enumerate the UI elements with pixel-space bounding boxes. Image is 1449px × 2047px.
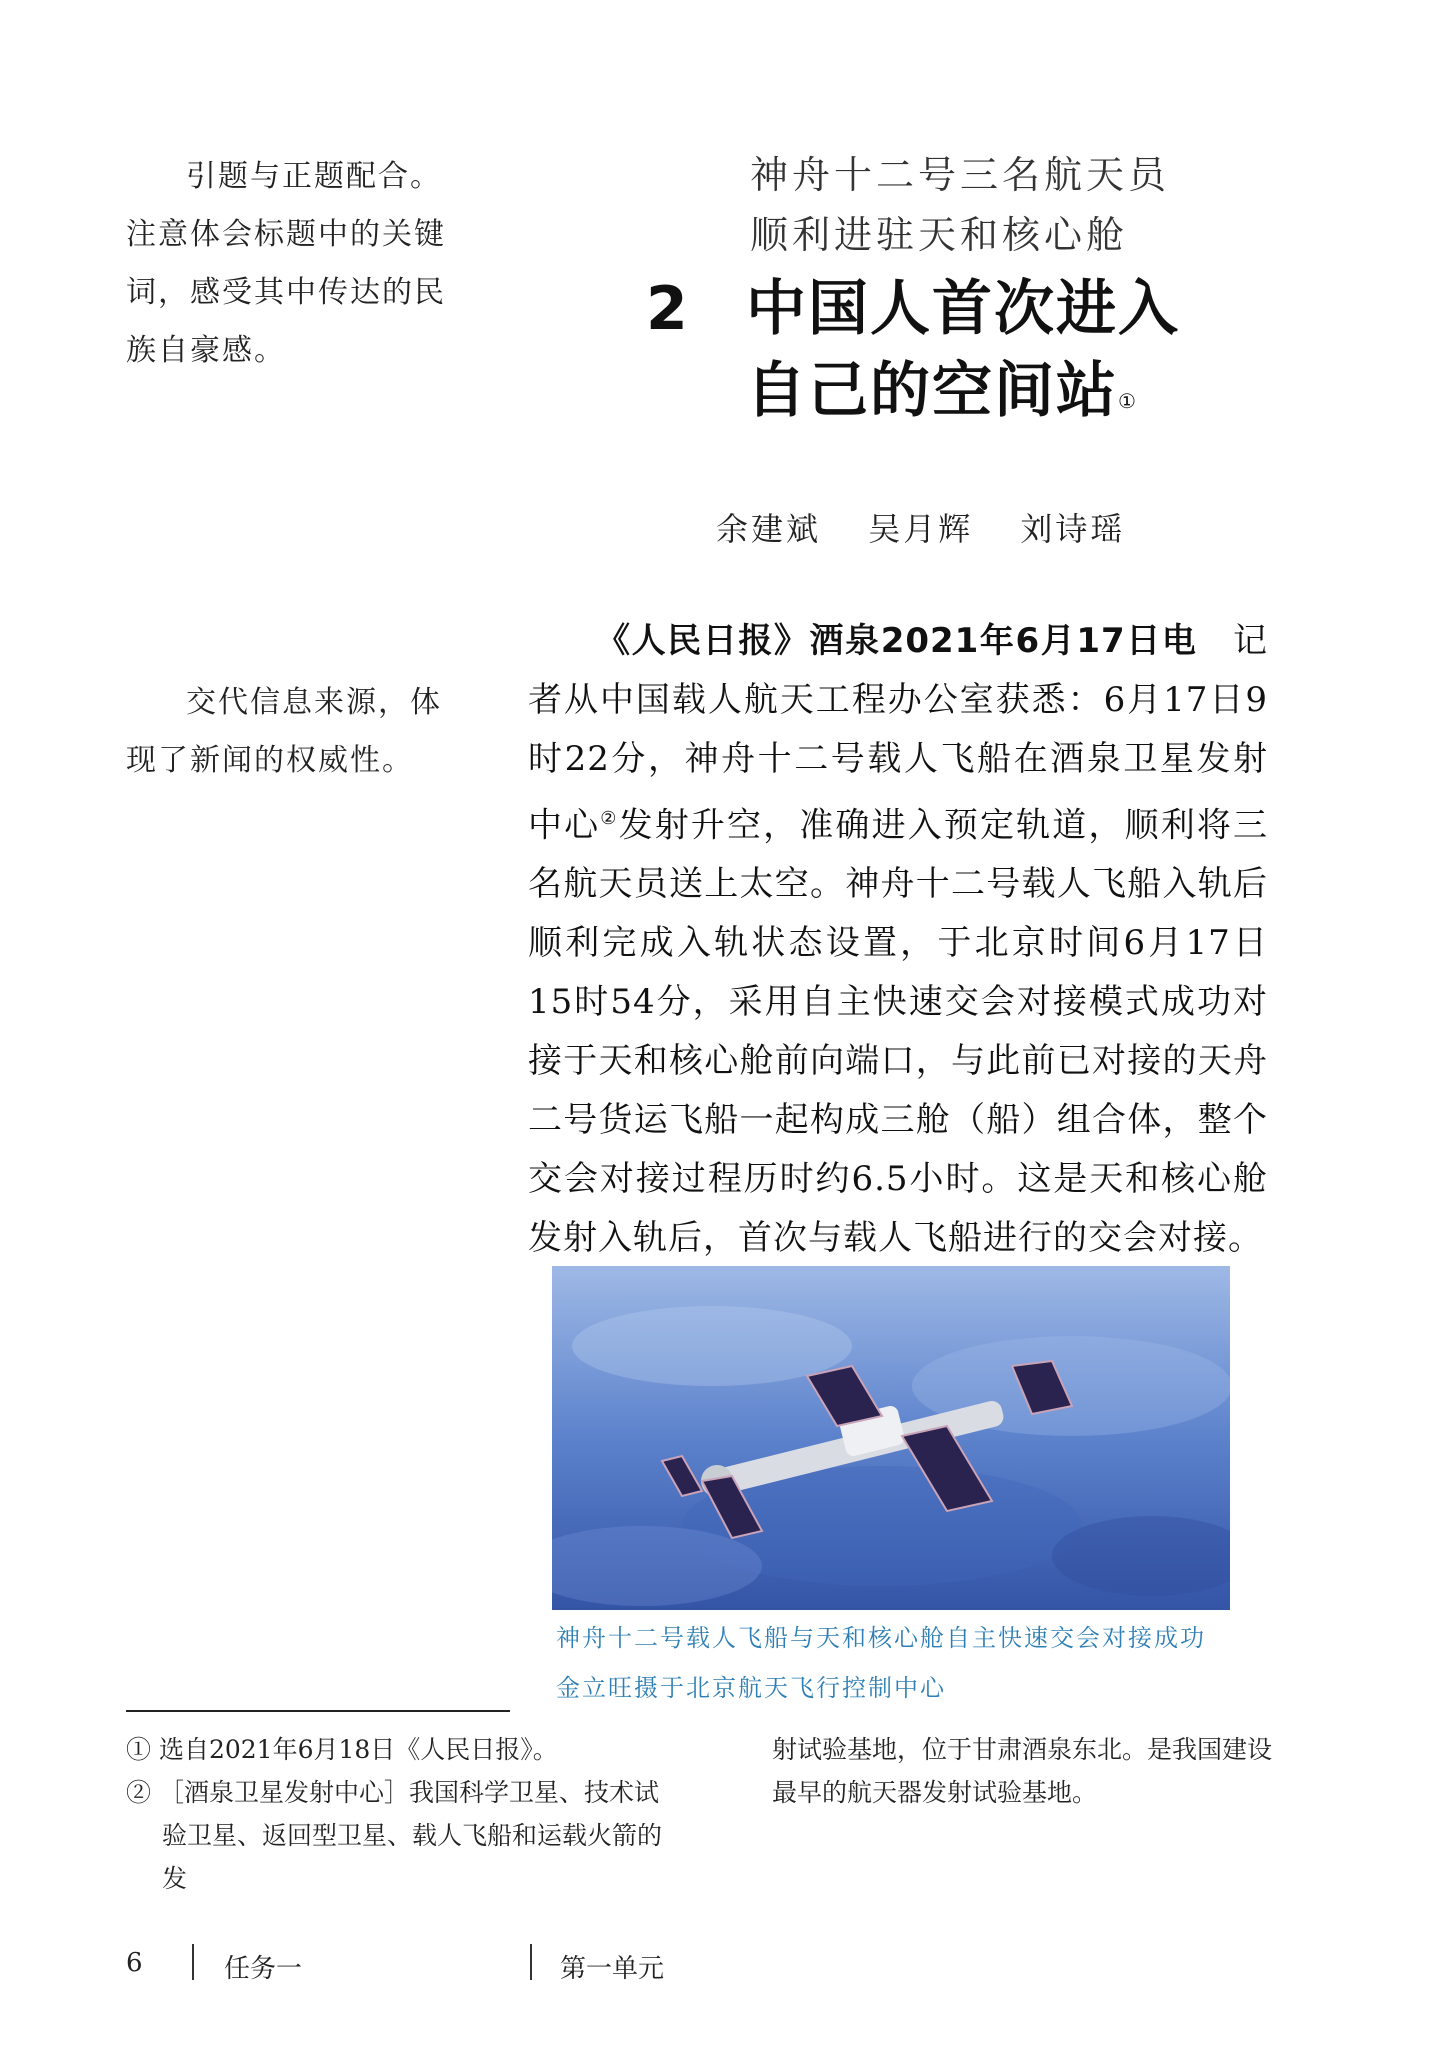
footnote-2-continued: 射试验基地，位于甘肃酒泉东北。是我国建设最早的航天器发射试验基地。 [772,1735,1273,1807]
footnote-2: ② ［酒泉卫星发射中心］我国科学卫星、技术试验卫星、返回型卫星、载人飞船和运载火箭的发 [126,1778,663,1893]
lesson-number: 2 [646,274,690,344]
title-line-2: 自己的空间站 [746,356,1118,426]
page-title [746,268,1306,432]
article-body [528,612,1268,1268]
space-station-illustration [552,1266,1230,1610]
margin-note-2 [126,674,446,790]
body-part-1: 记者从中国载人航天工程办公室获悉：6月17日9时22分，神舟十二号载人飞船在酒泉卫星发射中心 [528,621,1268,846]
footnote-1: ① 选自2021年6月18日《人民日报》。 [126,1735,558,1764]
footer-unit: 第一单元 [560,1954,665,1984]
title-line-1: 中国人首次进入 [746,274,1180,344]
photo-caption [556,1613,1276,1713]
subtitle-line-2: 顺利进驻天和核心舱 [750,213,1129,257]
margin-note-2-text: 交代信息来源，体现了新闻的权威性。 [126,685,442,778]
author-3: 刘诗瑶 [1020,510,1126,548]
footer-divider-1 [192,1944,194,1980]
author-2: 吴月辉 [868,510,974,548]
subtitle-line-1: 神舟十二号三名航天员 [750,153,1171,197]
footnote-divider [126,1710,510,1712]
footnotes-col-2 [772,1728,1282,1814]
page-number: 6 [126,1948,143,1978]
body-part-2: 发射升空，准确进入预定轨道，顺利将三名航天员送上太空。神舟十二号载人飞船入轨后顺利完成入轨状态设置，于北京时间6月17日15时54分，采用自主快速交会对接模式成功对接于天和核心舱前向端口，与此前已对接的天舟二号货运飞船一起构成三舱（船）组合体，整个交会对接过程历时约6.5小时。这是天和核心舱发射入轨后，首次与载人飞船进行的交会对接。 [528,805,1269,1259]
caption-line-2: 金立旺摄于北京航天飞行控制中心 [556,1674,946,1702]
margin-note-1-text: 引题与正题配合。注意体会标题中的关键词，感受其中传达的民族自豪感。 [126,159,446,368]
author-1: 余建斌 [716,510,822,548]
subtitle [750,145,1270,265]
footer-divider-2 [530,1944,532,1980]
margin-note-1 [126,148,446,380]
footnotes-col-1 [126,1728,674,1900]
footnote-mark-2: ② [600,808,619,829]
title-footnote-mark: ① [1118,389,1138,413]
dateline: 《人民日报》酒泉2021年6月17日电 [596,621,1198,661]
space-station-photo [552,1266,1230,1610]
caption-line-1: 神舟十二号载人飞船与天和核心舱自主快速交会对接成功 [556,1624,1206,1652]
article-paragraph [528,612,1268,1268]
footer-task: 任务一 [224,1954,303,1984]
authors [716,504,1159,550]
title-line-2-wrap [746,350,1306,432]
